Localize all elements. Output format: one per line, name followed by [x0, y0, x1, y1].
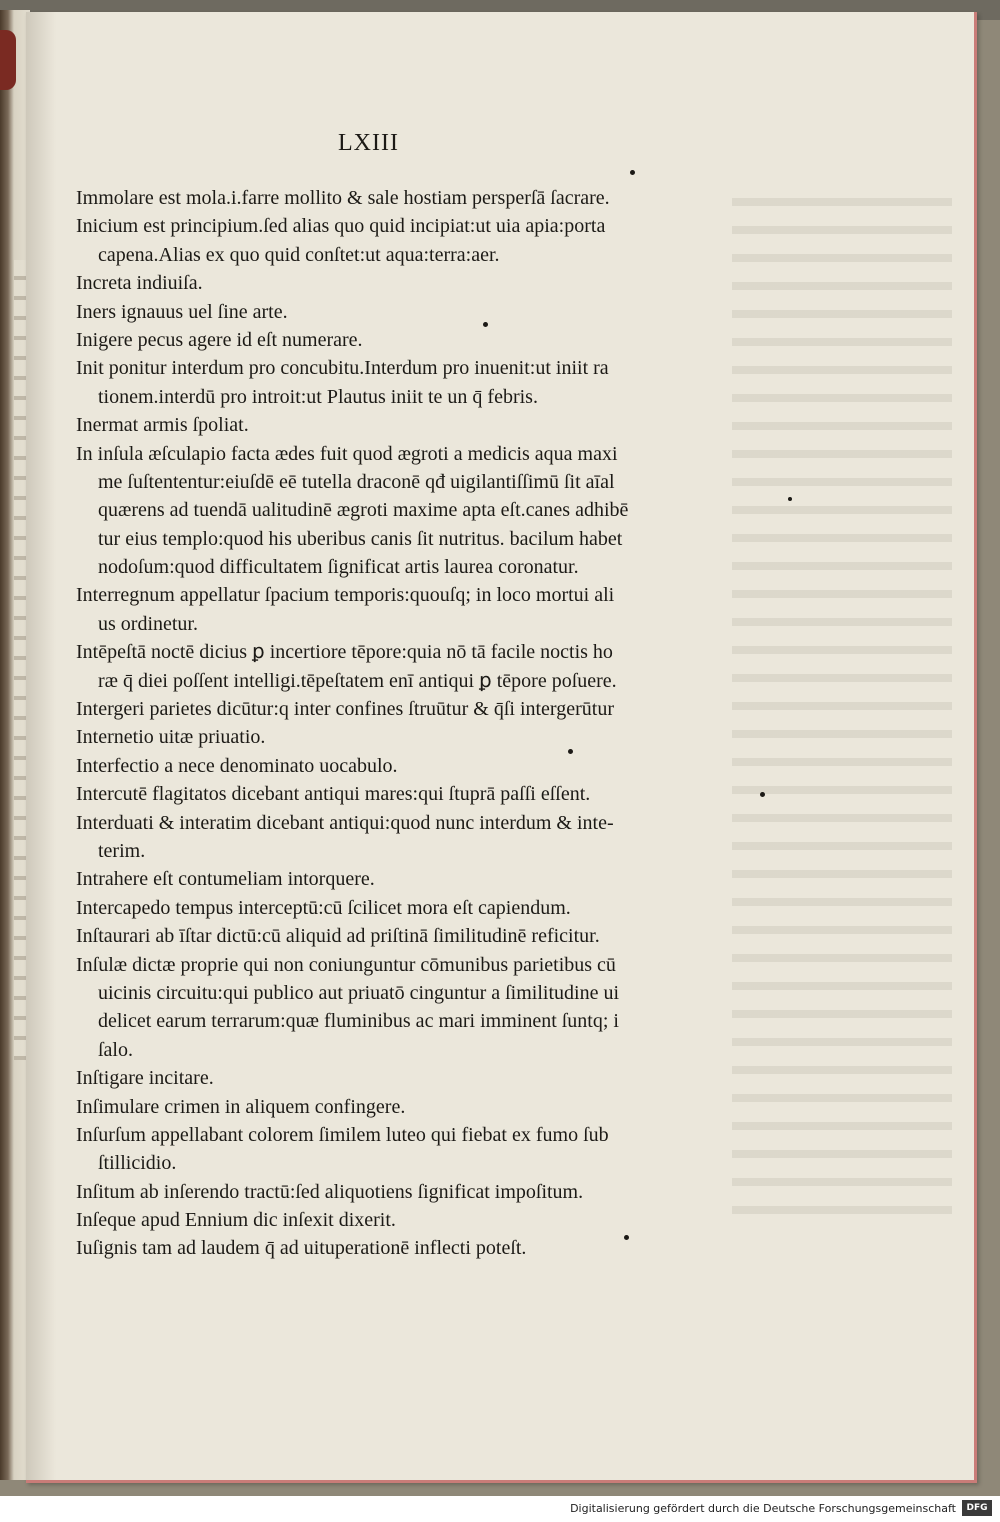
main-text-block — [76, 184, 796, 1263]
text-line: delicet earum terrarum:quæ fluminibus ac mari imminent ſuntq; i — [98, 1010, 619, 1033]
text-line: Inſulæ dictæ proprie qui non coniunguntur cōmunibus parietibus cū — [76, 953, 616, 976]
text-line: Inicium est principium.ſed alias quo quid incipiat:ut uia apia:porta — [76, 215, 606, 238]
text-line: Iuſignis tam ad laudem q̄ ad uituperationē inflecti poteſt. — [76, 1237, 527, 1260]
text-line: Inigere pecus agere id eſt numerare. — [76, 328, 363, 351]
text-line: Increta indiuiſa. — [76, 272, 203, 295]
page-gutter-shadow — [26, 12, 56, 1480]
text-line: ſalo. — [98, 1038, 133, 1061]
text-line: Inſimulare crimen in aliquem confingere. — [76, 1095, 406, 1118]
text-line: Interregnum appellatur ſpacium temporis:quouſq; in loco mortui ali — [76, 584, 615, 607]
text-line: Immolare est mola.i.farre mollito & sale hostiam persperſā ſacrare. — [76, 187, 610, 209]
ink-speck — [483, 322, 488, 327]
text-line: Inſeque apud Ennium dic inſexit dixerit. — [76, 1209, 396, 1232]
text-line: capena.Alias ex quo quid conſtet:ut aqua:terra:aer. — [98, 243, 500, 266]
text-line: me ſuſtententur:eiuſdē eē tutella draconē qđ uigilantiſſimū ſit aīal — [98, 470, 615, 493]
text-line: In inſula æſculapio facta ædes fuit quod ægroti a medicis aqua maxi — [76, 442, 618, 465]
text-line: nodoſum:quod difficultatem ſignificat artis laurea coronatur. — [98, 556, 579, 579]
text-line: Iners ignauus uel ſine arte. — [76, 300, 288, 323]
text-line: terim. — [98, 839, 146, 862]
text-line: Inermat armis ſpoliat. — [76, 414, 249, 437]
book-edge-red — [0, 30, 16, 90]
text-line: uicinis circuitu:qui publico aut priuatō cinguntur a ſimilitudine ui — [98, 981, 620, 1004]
text-line: Interduati & interatim dicebant antiqui:quod nunc interdum & inte- — [76, 811, 614, 834]
dfg-logo: DFG — [962, 1500, 992, 1516]
ink-speck — [624, 1235, 629, 1240]
text-line: Intrahere eſt contumeliam intorquere. — [76, 868, 375, 891]
text-line: Intēpeſtā noctē dicius ꝑ incertiore tēpore:quia nō tā facile noctis ho — [76, 641, 613, 664]
text-line: us ordinetur. — [98, 612, 198, 635]
text-line: Inſitum ab inſerendo tractū:ſed aliquotiens ſignificat impoſitum. — [76, 1180, 584, 1203]
text-line: tur eius templo:quod his uberibus canis ſit nutritus. bacilum habet — [98, 527, 623, 550]
text-line: tionem.interdū pro introit:ut Plautus iniit te un q̄ febris. — [98, 385, 538, 408]
ink-speck — [568, 749, 573, 754]
text-line: quærens ad tuendā ualitudinē ægroti maxime apta eſt.canes adhibē — [98, 499, 629, 522]
text-line: Intercutē flagitatos dicebant antiqui mares:qui ſtuprā paſſi eſſent. — [76, 783, 591, 806]
text-line: Inſtigare incitare. — [76, 1067, 214, 1090]
ink-speck — [630, 170, 635, 175]
text-line: Inſtaurari ab īſtar dictū:cū aliquid ad priſtinā ſimilitudinē reficitur. — [76, 925, 600, 948]
text-line: ræ q̄ diei poſſent intelligi.tēpeſtatem enī antiqui ꝑ tēpore poſuere. — [98, 669, 617, 692]
text-line: Internetio uitæ priuatio. — [76, 726, 266, 749]
text-line: Inſurſum appellabant colorem ſimilem luteo qui fiebat ex fumo ſub — [76, 1123, 609, 1146]
page-number: LXIII — [338, 130, 399, 156]
ink-speck — [760, 792, 765, 797]
text-line: Intergeri parietes dicūtur:q inter confines ſtruūtur & q̄ſi intergerūtur — [76, 698, 614, 721]
funding-notice: Digitalisierung gefördert durch die Deutsche Forschungsgemeinschaft — [570, 1502, 956, 1515]
text-line: Intercapedo tempus interceptū:cū ſcilicet mora eſt capiendum. — [76, 896, 571, 919]
text-line: Interfectio a nece denominato uocabulo. — [76, 754, 398, 777]
text-line: ſtillicidio. — [98, 1152, 177, 1175]
ink-speck — [788, 497, 792, 501]
text-line: Init ponitur interdum pro concubitu.Interdum pro inuenit:ut iniit ra — [76, 357, 609, 380]
